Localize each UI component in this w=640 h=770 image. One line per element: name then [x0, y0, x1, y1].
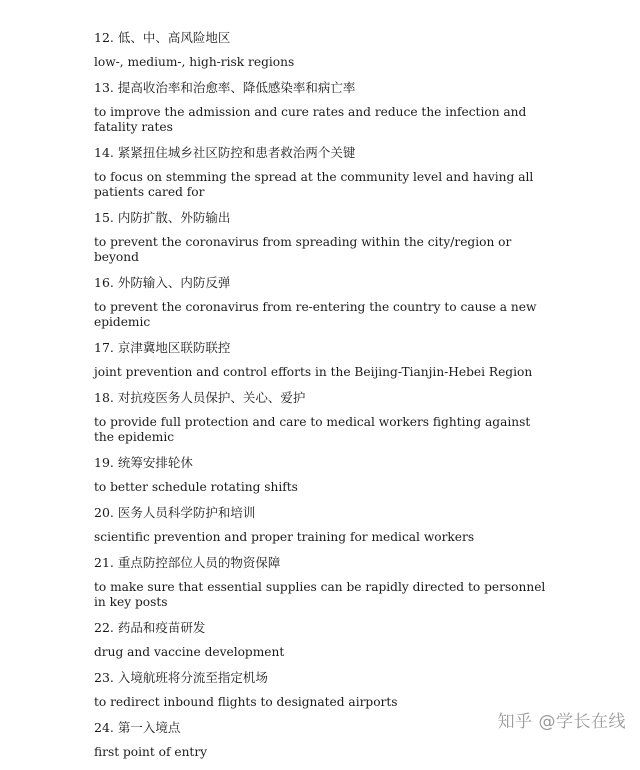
entry-24 — [94, 720, 554, 760]
english-translation: to make sure that essential supplies can be rapidly directed to personnel in key posts — [94, 580, 546, 609]
chinese-term — [94, 555, 554, 571]
chinese-term — [94, 145, 554, 161]
chinese-term — [94, 210, 554, 226]
chinese-text: 统筹安排轮休 — [117, 455, 193, 470]
entry-number: 23. — [94, 670, 114, 685]
chinese-text: 对抗疫医务人员保护、关心、爱护 — [117, 390, 306, 405]
entry-15 — [94, 210, 554, 265]
entry-16 — [94, 275, 554, 330]
english-translation: scientific prevention and proper training for medical workers — [94, 530, 475, 544]
chinese-text: 低、中、高风险地区 — [117, 30, 231, 45]
entry-14 — [94, 145, 554, 200]
entry-number: 21. — [94, 555, 114, 570]
entry-22 — [94, 620, 554, 660]
english-translation: first point of entry — [94, 745, 208, 759]
entry-number: 20. — [94, 505, 114, 520]
chinese-term — [94, 340, 554, 356]
zhihu-watermark: 知乎 @学长在线 — [497, 712, 626, 732]
entry-number: 19. — [94, 455, 114, 470]
chinese-term — [94, 720, 554, 736]
entry-number: 18. — [94, 390, 114, 405]
entry-23 — [94, 670, 554, 710]
english-translation: joint prevention and control efforts in the Beijing-Tianjin-Hebei Region — [94, 365, 533, 379]
chinese-term — [94, 390, 554, 406]
entry-18 — [94, 390, 554, 445]
english-translation: to prevent the coronavirus from re-entering the country to cause a new epidemic — [94, 300, 537, 329]
chinese-text: 紧紧扭住城乡社区防控和患者救治两个关键 — [117, 145, 356, 160]
chinese-text: 第一入境点 — [117, 720, 181, 735]
entry-number: 17. — [94, 340, 114, 355]
entry-17 — [94, 340, 554, 380]
entry-21 — [94, 555, 554, 610]
entry-number: 14. — [94, 145, 114, 160]
english-translation: drug and vaccine development — [94, 645, 285, 659]
entry-20 — [94, 505, 554, 545]
chinese-text: 重点防控部位人员的物资保障 — [117, 555, 281, 570]
chinese-text: 入境航班将分流至指定机场 — [117, 670, 268, 685]
entry-13 — [94, 80, 554, 135]
english-translation: to focus on stemming the spread at the community level and having all patients cared for — [94, 170, 534, 199]
entry-number: 12. — [94, 30, 114, 45]
english-translation: to provide full protection and care to medical workers fighting against the epidemic — [94, 415, 531, 444]
english-translation: to prevent the coronavirus from spreading within the city/region or beyond — [94, 235, 512, 264]
english-translation: to improve the admission and cure rates and reduce the infection and fatality rates — [94, 105, 527, 134]
chinese-term — [94, 455, 554, 471]
english-translation: to better schedule rotating shifts — [94, 480, 298, 494]
chinese-text: 提高收治率和治愈率、降低感染率和病亡率 — [117, 80, 356, 95]
chinese-text: 京津冀地区联防联控 — [117, 340, 231, 355]
chinese-term — [94, 275, 554, 291]
document-page — [94, 30, 554, 770]
entry-number: 24. — [94, 720, 114, 735]
english-translation: low-, medium-, high-risk regions — [94, 55, 295, 69]
chinese-term — [94, 505, 554, 521]
entry-number: 16. — [94, 275, 114, 290]
chinese-text: 医务人员科学防护和培训 — [117, 505, 256, 520]
english-translation: to redirect inbound flights to designated airports — [94, 695, 398, 709]
entry-19 — [94, 455, 554, 495]
entry-number: 15. — [94, 210, 114, 225]
chinese-term — [94, 620, 554, 636]
chinese-text: 药品和疫苗研发 — [117, 620, 206, 635]
entry-12 — [94, 30, 554, 70]
chinese-term — [94, 30, 554, 46]
entry-number: 22. — [94, 620, 114, 635]
entry-number: 13. — [94, 80, 114, 95]
chinese-term — [94, 80, 554, 96]
chinese-text: 内防扩散、外防输出 — [117, 210, 231, 225]
chinese-text: 外防输入、内防反弹 — [117, 275, 231, 290]
chinese-term — [94, 670, 554, 686]
